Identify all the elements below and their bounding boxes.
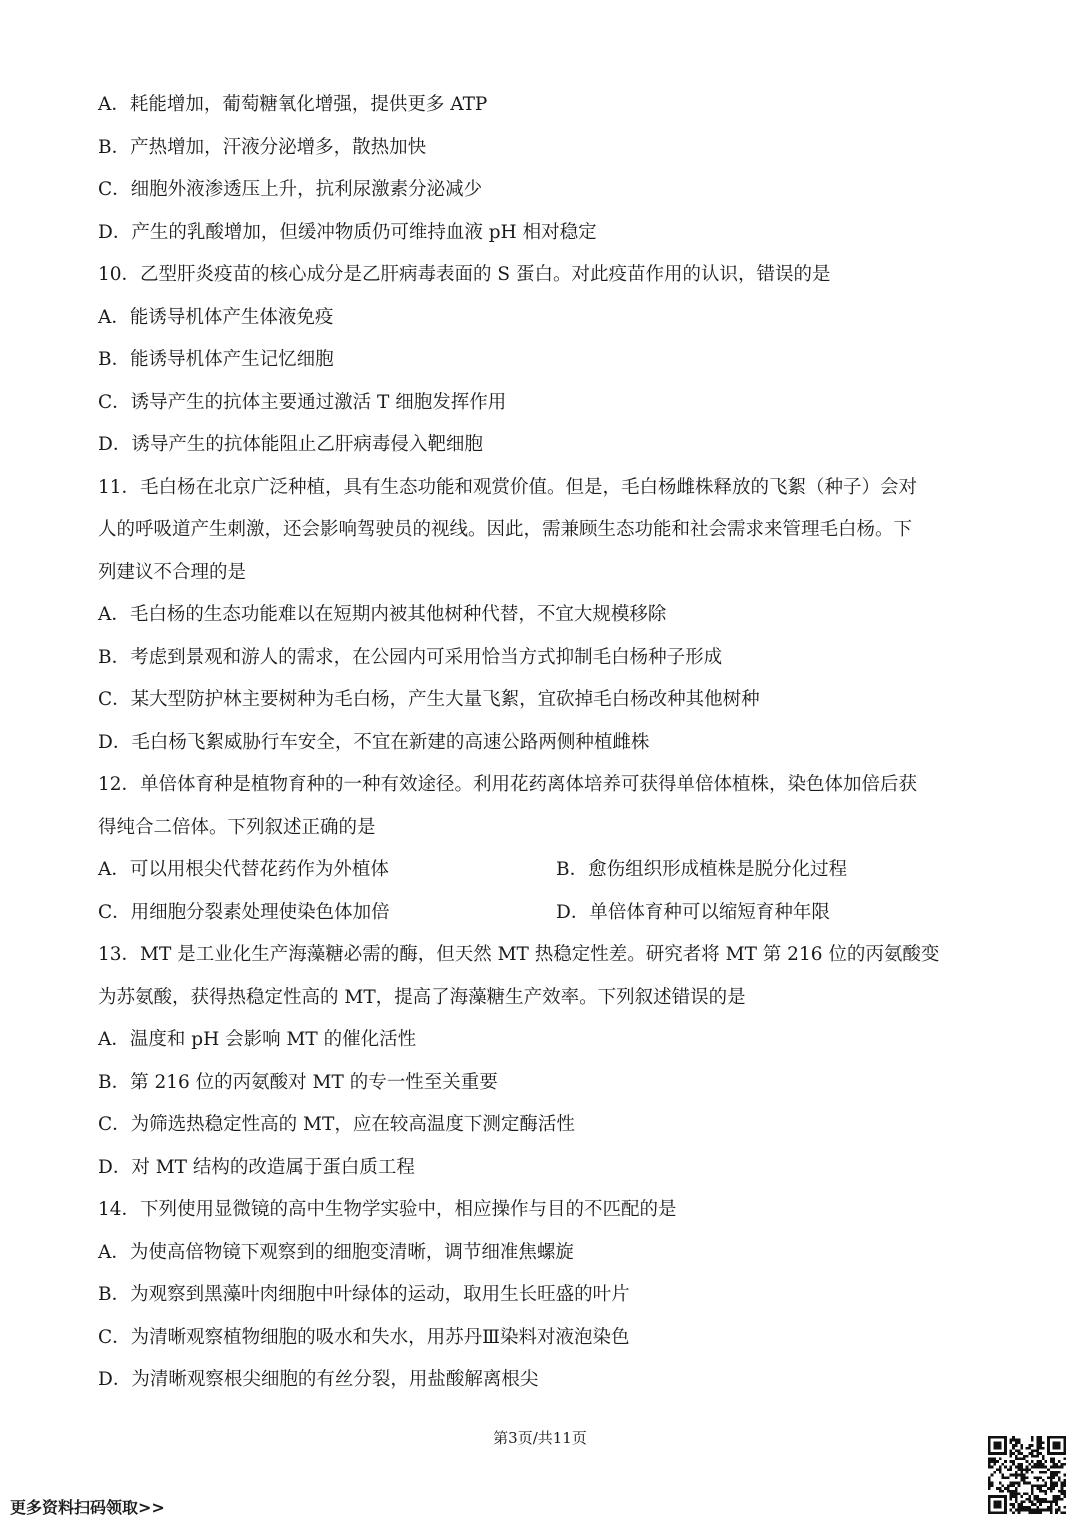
question-13-line-1: 13．MT 是工业化生产海藻糖必需的酶，但天然 MT 热稳定性差。研究者将 MT 第 216 位的丙氨酸变 bbox=[98, 944, 940, 965]
option-11b: B．考虑到景观和游人的需求，在公园内可采用恰当方式抑制毛白杨种子形成 bbox=[98, 647, 723, 668]
option-11c: C．某大型防护林主要树种为毛白杨，产生大量飞絮，宜砍掉毛白杨改种其他树种 bbox=[98, 689, 760, 710]
option-12d: D．单倍体育种可以缩短育种年限 bbox=[556, 902, 830, 923]
option-12c: C．用细胞分裂素处理使染色体加倍 bbox=[98, 902, 390, 923]
question-10: 10．乙型肝炎疫苗的核心成分是乙肝病毒表面的 S 蛋白。对此疫苗作用的认识，错误的是 bbox=[98, 264, 831, 285]
option-12b: B．愈伤组织形成植株是脱分化过程 bbox=[556, 859, 848, 880]
option-14b: B．为观察到黑藻叶肉细胞中叶绿体的运动，取用生长旺盛的叶片 bbox=[98, 1284, 630, 1305]
option-10a: A．能诱导机体产生体液免疫 bbox=[98, 307, 334, 328]
option-14d: D．为清晰观察根尖细胞的有丝分裂，用盐酸解离根尖 bbox=[98, 1369, 539, 1390]
option-10c: C．诱导产生的抗体主要通过激活 T 细胞发挥作用 bbox=[98, 392, 507, 413]
option-13b: B．第 216 位的丙氨酸对 MT 的专一性至关重要 bbox=[98, 1072, 498, 1093]
more-resources-note: 更多资料扫码领取>> bbox=[10, 1498, 165, 1517]
option-11a: A．毛白杨的生态功能难以在短期内被其他树种代替，不宜大规模移除 bbox=[98, 604, 667, 625]
option-9b: B．产热增加，汗液分泌增多，散热加快 bbox=[98, 137, 427, 158]
option-13a: A．温度和 pH 会影响 MT 的催化活性 bbox=[98, 1029, 417, 1050]
question-11-line-1: 11．毛白杨在北京广泛种植，具有生态功能和观赏价值。但是，毛白杨雌株释放的飞絮（种子）会对 bbox=[98, 477, 918, 498]
option-9a: A．耗能增加，葡萄糖氧化增强，提供更多 ATP bbox=[98, 94, 488, 115]
option-13c: C．为筛选热稳定性高的 MT，应在较高温度下测定酶活性 bbox=[98, 1114, 575, 1135]
question-13-line-2: 为苏氨酸，获得热稳定性高的 MT，提高了海藻糖生产效率。下列叙述错误的是 bbox=[98, 987, 746, 1008]
qr-code-icon[interactable] bbox=[988, 1436, 1066, 1514]
option-14a: A．为使高倍物镜下观察到的细胞变清晰，调节细准焦螺旋 bbox=[98, 1242, 574, 1263]
option-9c: C．细胞外液渗透压上升，抗利尿激素分泌减少 bbox=[98, 179, 483, 200]
option-9d: D．产生的乳酸增加，但缓冲物质仍可维持血液 pH 相对稳定 bbox=[98, 222, 597, 243]
question-14: 14．下列使用显微镜的高中生物学实验中，相应操作与目的不匹配的是 bbox=[98, 1199, 677, 1220]
page-number: 第3页/共11页 bbox=[493, 1429, 587, 1447]
option-11d: D．毛白杨飞絮威胁行车安全，不宜在新建的高速公路两侧种植雌株 bbox=[98, 732, 650, 753]
question-11-line-2: 人的呼吸道产生刺激，还会影响驾驶员的视线。因此，需兼顾生态功能和社会需求来管理毛白杨。下 bbox=[98, 519, 913, 540]
question-11-line-3: 列建议不合理的是 bbox=[98, 562, 247, 583]
option-10b: B．能诱导机体产生记忆细胞 bbox=[98, 349, 334, 370]
option-12a: A．可以用根尖代替花药作为外植体 bbox=[98, 859, 389, 880]
question-12-line-1: 12．单倍体育种是植物育种的一种有效途径。利用花药离体培养可获得单倍体植株，染色体加倍后获 bbox=[98, 774, 918, 795]
question-12-line-2: 得纯合二倍体。下列叙述正确的是 bbox=[98, 817, 376, 838]
option-14c: C．为清晰观察植物细胞的吸水和失水，用苏丹Ⅲ染料对液泡染色 bbox=[98, 1327, 630, 1348]
option-10d: D．诱导产生的抗体能阻止乙肝病毒侵入靶细胞 bbox=[98, 434, 483, 455]
option-13d: D．对 MT 结构的改造属于蛋白质工程 bbox=[98, 1157, 415, 1178]
